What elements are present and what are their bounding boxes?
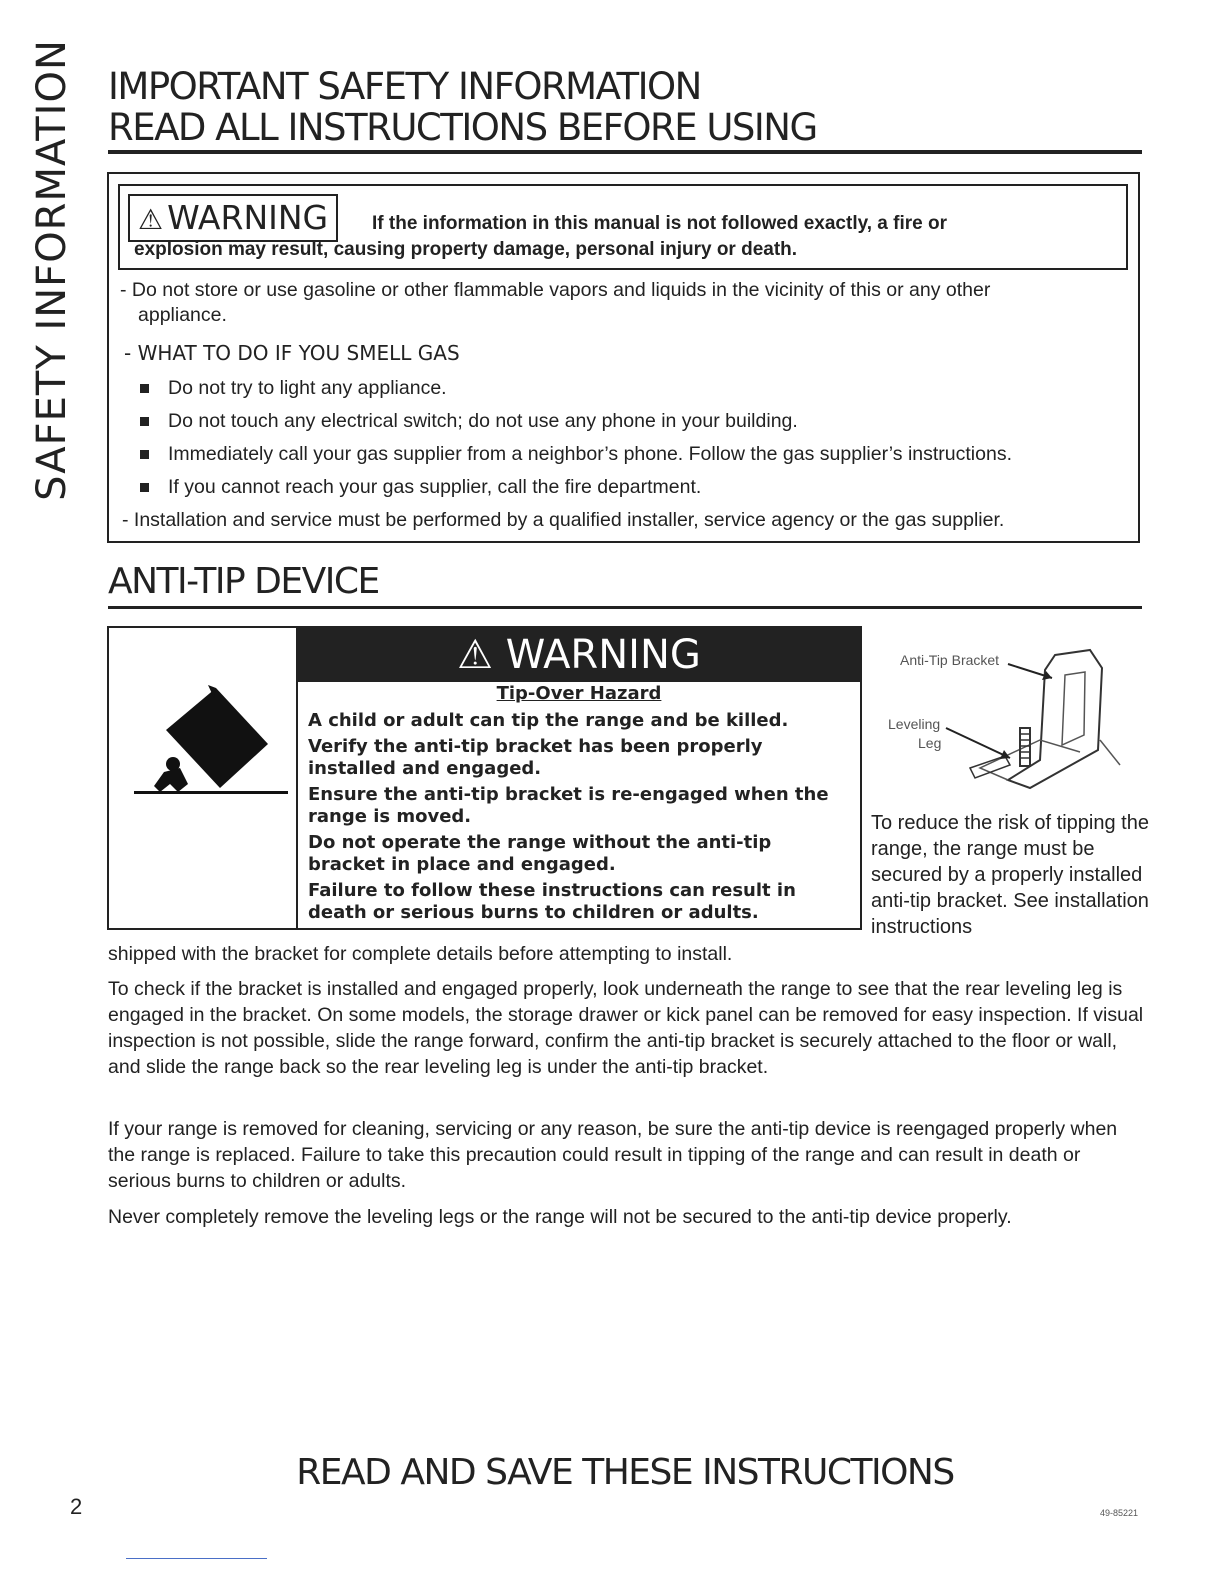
wall-line: [1100, 740, 1120, 765]
footer-title: READ AND SAVE THESE INSTRUCTIONS: [296, 1452, 954, 1493]
paragraph-continuation: shipped with the bracket for complete details before attempting to install.: [108, 943, 733, 965]
hazard-line-2: Verify the anti-tip bracket has been properly installed and engaged.: [308, 736, 763, 779]
bracket-label: Anti-Tip Bracket: [900, 652, 1000, 668]
bullet-marker: [140, 384, 149, 393]
paragraph-check-bracket: To check if the bracket is installed and engaged properly, look underneath the range to see that the rear leveling leg is engaged in the bracket. On some models, the storage drawer or kick panel can be removed for easy inspection. If visual inspection is not possible, slide the range forward, confirm the anti-tip bracket is securely attached to the floor or wall, and slide the range back so the rear leveling leg is under the anti-tip bracket.: [108, 978, 1144, 1078]
document-number: 49-85221: [1100, 1508, 1139, 1518]
warning-triangle-icon: ⚠: [457, 632, 493, 678]
safety-item-3: - Installation and service must be performed by a qualified installer, service agency or the gas supplier.: [122, 509, 1005, 531]
anti-tip-warning-label: WARNING: [505, 632, 701, 678]
anti-tip-heading: ANTI-TIP DEVICE: [108, 561, 379, 602]
page-title-line-1: IMPORTANT SAFETY INFORMATION: [108, 65, 701, 108]
safety-item-1-line-1: - Do not store or use gasoline or other flammable vapors and liquids in the vicinity of this or any other: [120, 279, 991, 301]
screw-threads: [1020, 734, 1030, 758]
child-body-shape: [154, 768, 188, 792]
leg-pointer-line: [946, 728, 1010, 758]
side-section-label: SAFETY INFORMATION: [29, 39, 75, 501]
bracket-caption: To reduce the risk of tipping the range, the range must be secured by a properly installed anti-tip bracket. See installation instructions: [871, 812, 1149, 938]
warning-label-text: WARNING: [167, 198, 329, 237]
leg-label: Leg: [918, 735, 942, 751]
bracket-slot: [1062, 672, 1085, 745]
anti-tip-divider: [108, 606, 1142, 609]
hazard-title: Tip-Over Hazard: [496, 683, 662, 704]
warning-triangle-icon: ⚠: [138, 203, 164, 236]
footer-rule: [126, 1558, 267, 1559]
bullet-marker: [140, 417, 149, 426]
hazard-line-5: Failure to follow these instructions can result in death or serious burns to children or adults.: [308, 880, 796, 923]
paragraph-reengage: If your range is removed for cleaning, servicing or any reason, be sure the anti-tip device is reengaged properly when the range is replaced. Failure to take this precaution could result in tipping of the range and can result in death or serious burns to children or adults.: [108, 1118, 1118, 1192]
hazard-line-1: A child or adult can tip the range and be killed.: [308, 710, 789, 731]
page-title: [108, 66, 1148, 148]
title-divider: [108, 150, 1142, 154]
page-number: 2: [70, 1494, 83, 1519]
page-title-line-2: READ ALL INSTRUCTIONS BEFORE USING: [108, 106, 817, 149]
floor-line: [134, 791, 288, 794]
anti-tip-warning-header: [298, 628, 860, 682]
tip-over-hazard-icon: [128, 680, 293, 800]
gas-bullet-2: Do not touch any electrical switch; do not use any phone in your building.: [168, 410, 798, 432]
safety-item-1-line-2: appliance.: [138, 304, 227, 326]
warning-text-line-2: explosion may result, causing property damage, personal injury or death.: [134, 239, 798, 260]
bullet-marker: [140, 450, 149, 459]
leveling-foot: [970, 756, 1010, 778]
side-section-tab: [22, 39, 82, 501]
warning-label: [128, 194, 338, 242]
gas-bullet-1: Do not try to light any appliance.: [168, 377, 447, 399]
hazard-line-3: Ensure the anti-tip bracket is re-engaged when the range is moved.: [308, 784, 829, 827]
bracket-outline: [1008, 650, 1102, 788]
paragraph-leveling-legs: Never completely remove the leveling legs or the range will not be secured to the anti-tip device properly.: [108, 1206, 1012, 1228]
gas-bullet-3: Immediately call your gas supplier from a neighbor’s phone. Follow the gas supplier’s instructions.: [168, 443, 1012, 465]
gas-smell-heading: - WHAT TO DO IF YOU SMELL GAS: [124, 341, 460, 365]
hazard-line-4: Do not operate the range without the anti-tip bracket in place and engaged.: [308, 832, 772, 875]
leveling-label: Leveling: [888, 716, 941, 732]
warning-text-line-1: If the information in this manual is not followed exactly, a fire or: [372, 213, 948, 234]
gas-bullet-4: If you cannot reach your gas supplier, call the fire department.: [168, 476, 702, 498]
bullet-marker: [140, 483, 149, 492]
